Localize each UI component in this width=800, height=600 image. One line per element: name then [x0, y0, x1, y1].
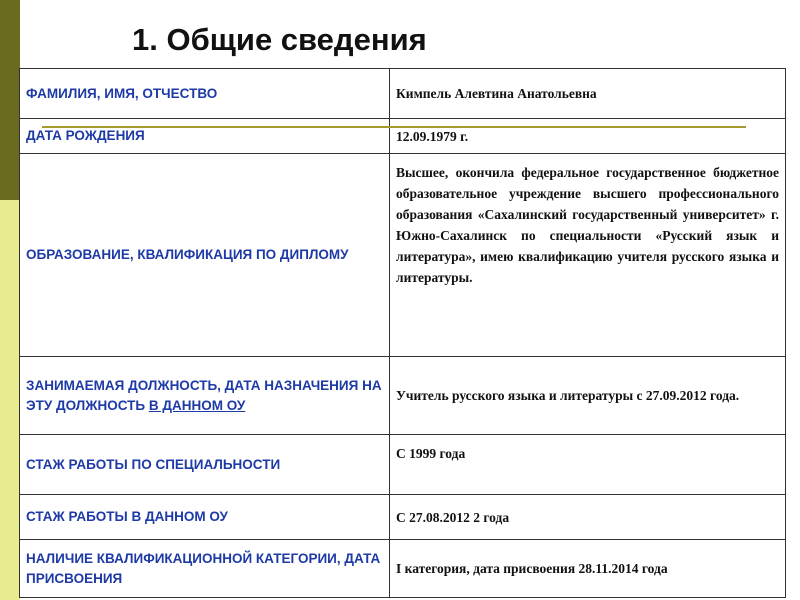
table-row	[20, 154, 786, 357]
row-value-full-name: Кимпель Алевтина Анатольевна	[390, 69, 786, 119]
row-label-school-experience: СТАЖ РАБОТЫ В ДАННОМ ОУ	[20, 495, 390, 540]
table-row	[20, 435, 786, 495]
row-label-specialty-experience: СТАЖ РАБОТЫ ПО СПЕЦИАЛЬНОСТИ	[20, 435, 390, 495]
page-title: 1. Общие сведения	[132, 22, 427, 57]
table-row	[20, 69, 786, 119]
row-value-qualification: I категория, дата присвоения 28.11.2014 года	[390, 540, 786, 598]
row-label-birth-date: ДАТА РОЖДЕНИЯ	[20, 119, 390, 154]
row-value-education: Высшее, окончила федеральное государственное бюджетное образовательное учреждение высшего профессионального образования «Сахалинский государственный университет» г. Южно-Сахалинск по специальности «Русский язык и литература», имею квалификацию учителя русского языка и литературы.	[390, 154, 786, 357]
position-label-text: ЗАНИМАЕМАЯ ДОЛЖНОСТЬ, ДАТА НАЗНАЧЕНИЯ НА ЭТУ ДОЛЖНОСТЬ	[26, 377, 382, 413]
side-bar-light	[0, 200, 20, 600]
row-value-position: Учитель русского языка и литературы с 27.09.2012 года.	[390, 357, 786, 435]
row-label-position	[20, 357, 390, 435]
table-row	[20, 357, 786, 435]
accent-divider-line	[42, 126, 746, 128]
position-label-underlined: В ДАННОМ ОУ	[148, 397, 246, 413]
row-label-education: ОБРАЗОВАНИЕ, КВАЛИФИКАЦИЯ ПО ДИПЛОМУ	[20, 154, 390, 357]
row-value-birth-date: 12.09.1979 г.	[390, 119, 786, 154]
table-row	[20, 495, 786, 540]
row-label-qualification: НАЛИЧИЕ КВАЛИФИКАЦИОННОЙ КАТЕГОРИИ, ДАТА ПРИСВОЕНИЯ	[20, 540, 390, 598]
table-row	[20, 540, 786, 598]
side-bar-dark	[0, 0, 20, 200]
row-value-specialty-experience: С 1999 года	[390, 435, 786, 495]
info-table	[19, 68, 786, 598]
row-value-school-experience: С 27.08.2012 2 года	[390, 495, 786, 540]
row-label-full-name: ФАМИЛИЯ, ИМЯ, ОТЧЕСТВО	[20, 69, 390, 119]
table-row	[20, 119, 786, 154]
